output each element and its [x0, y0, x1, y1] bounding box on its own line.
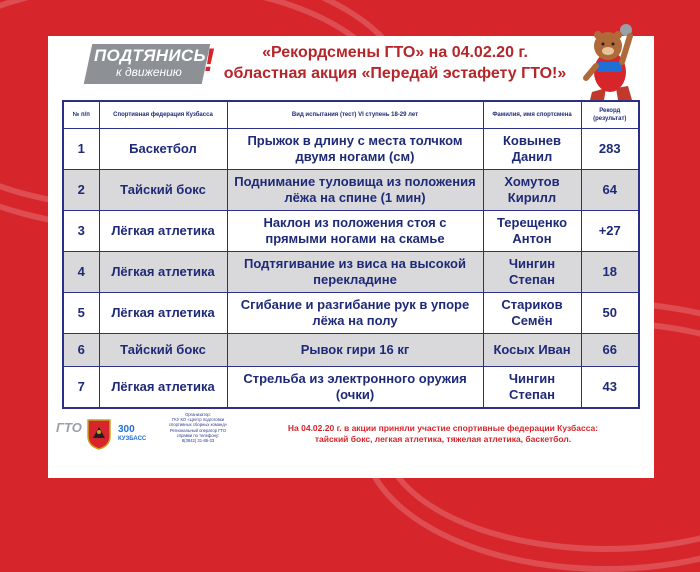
cell-test: Сгибание и разгибание рук в упоре лёжа на полу — [227, 293, 483, 334]
header-name: Фамилия, имя спортсмена — [483, 101, 581, 129]
org-line: Организатор: — [185, 412, 211, 417]
logo-exclamation: ! — [204, 42, 215, 78]
org-line: ГКУ КО «Центр подготовки — [171, 417, 225, 423]
header-test: Вид испытания (тест) VI ступень 18-29 лет — [227, 101, 483, 129]
gto-logo: ГТО — [56, 420, 82, 435]
header-federation: Спортивная федерация Кузбасса — [99, 101, 227, 129]
records-table — [62, 100, 640, 409]
cell-federation: Тайский бокс — [99, 334, 227, 367]
cell-name: Хомутов Кирилл — [483, 170, 581, 211]
table-row — [63, 293, 639, 334]
cell-federation: Лёгкая атлетика — [99, 367, 227, 409]
header-num: № п/п — [63, 101, 99, 129]
cell-name: Ковынев Данил — [483, 129, 581, 170]
cell-num: 4 — [63, 252, 99, 293]
cell-test: Рывок гири 16 кг — [227, 334, 483, 367]
cell-name: Терещенко Антон — [483, 211, 581, 252]
cell-federation: Лёгкая атлетика — [99, 211, 227, 252]
org-line: спортивных сборных команд» — [168, 422, 228, 428]
title-line1: «Рекордсмены ГТО» на 04.02.20 г. — [262, 44, 528, 61]
cell-record: 18 — [581, 252, 639, 293]
k300-label: КУЗБАСС — [118, 436, 147, 442]
cell-test: Подтягивание из виса на высокой перекладине — [227, 252, 483, 293]
cell-record: 50 — [581, 293, 639, 334]
cell-num: 7 — [63, 367, 99, 409]
logo-line1: ПОДТЯНИСЬ — [94, 46, 206, 65]
cell-num: 3 — [63, 211, 99, 252]
cell-federation: Баскетбол — [99, 129, 227, 170]
k300-number: 300 — [118, 424, 135, 435]
cell-test: Стрельба из электронного оружия (очки) — [227, 367, 483, 409]
table-row — [63, 129, 639, 170]
cell-test: Наклон из положения стоя с прямыми ногами на скамье — [227, 211, 483, 252]
cell-record: 43 — [581, 367, 639, 409]
cell-record: 66 — [581, 334, 639, 367]
podtyanis-logo — [88, 42, 228, 88]
cell-name: Косых Иван — [483, 334, 581, 367]
kuzbass-emblem-icon — [86, 418, 112, 450]
note-line2: тайский бокс, легкая атлетика, тяжелая атлетика, баскетбол. — [314, 434, 572, 444]
logo-line2: к движению — [116, 65, 182, 79]
org-line: справки по телефону: — [176, 432, 220, 438]
table-header-row — [63, 101, 639, 129]
bear-mascot-icon — [580, 22, 642, 100]
cell-federation: Лёгкая атлетика — [99, 252, 227, 293]
cell-record: 283 — [581, 129, 639, 170]
org-line: Региональный оператор ГТО — [169, 427, 227, 433]
participation-note — [258, 423, 628, 445]
cell-num: 2 — [63, 170, 99, 211]
cell-name: Чингин Степан — [483, 367, 581, 409]
cell-test: Прыжок в длину с места толчком двумя ногами (см) — [227, 129, 483, 170]
kuzbass-300-logo — [118, 424, 152, 446]
cell-num: 6 — [63, 334, 99, 367]
table-row — [63, 211, 639, 252]
cell-name: Стариков Семён — [483, 293, 581, 334]
cell-record: +27 — [581, 211, 639, 252]
cell-test: Поднимание туловища из положения лёжа на спине (1 мин) — [227, 170, 483, 211]
table-row — [63, 334, 639, 367]
note-line1: На 04.02.20 г. в акции приняли участие спортивные федерации Кузбасса: — [287, 423, 599, 433]
cell-num: 5 — [63, 293, 99, 334]
table-row — [63, 367, 639, 409]
org-line: 8(3842) 31-86-33 — [181, 438, 215, 444]
table-row — [63, 252, 639, 293]
cell-federation: Тайский бокс — [99, 170, 227, 211]
organizer-info — [152, 412, 244, 443]
cell-record: 64 — [581, 170, 639, 211]
cell-name: Чингин Степан — [483, 252, 581, 293]
title-line2: областная акция «Передай эстафету ГТО!» — [223, 65, 567, 82]
header-record: Рекорд (результат) — [581, 101, 639, 129]
cell-num: 1 — [63, 129, 99, 170]
cell-federation: Лёгкая атлетика — [99, 293, 227, 334]
table-row — [63, 170, 639, 211]
page-title — [210, 42, 580, 84]
